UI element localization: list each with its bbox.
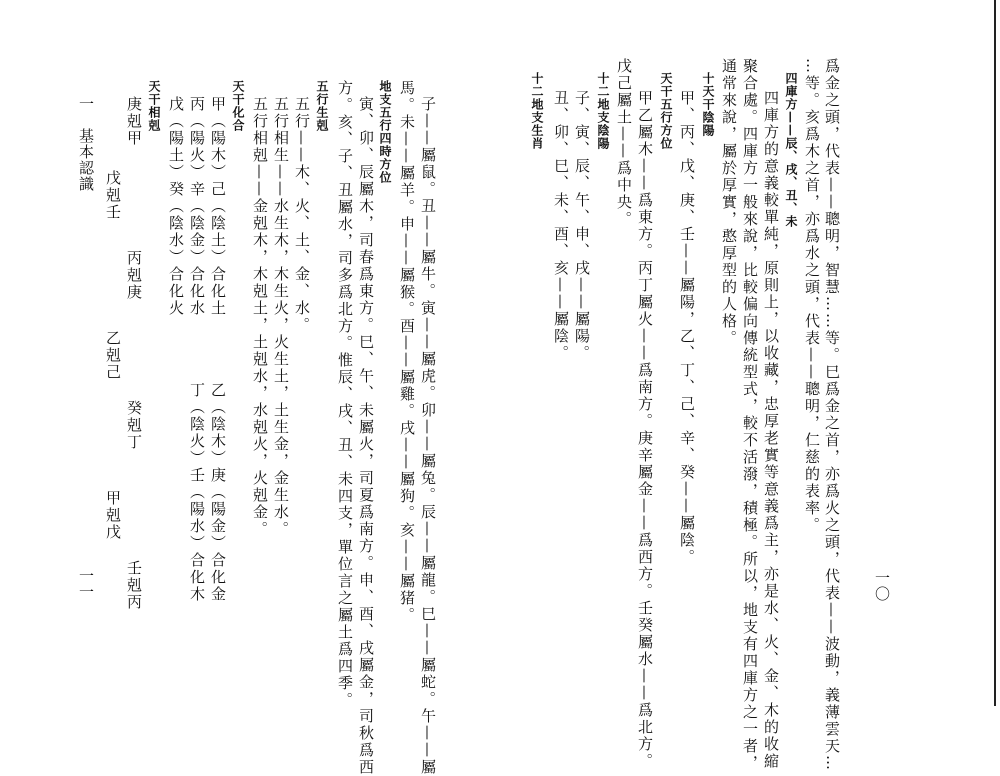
text-column: …等。亥爲木之首，亦爲水之頭，代表——聰明，仁慈的表率。 xyxy=(803,58,821,534)
text-column: 子、寅、辰、午、申、戌——屬陽。 xyxy=(573,90,591,362)
stem-combination: 甲（陽木）己（陰土）合化土 xyxy=(209,96,227,317)
text-column: 五行相剋——金剋木，木剋土，土剋水，水剋火，火剋金。 xyxy=(251,96,269,538)
section-heading: 天干化合 xyxy=(231,80,245,132)
stem-clash: 庚剋甲 xyxy=(125,96,143,147)
section-heading: 天干相剋 xyxy=(147,80,161,132)
text-column: 子——屬鼠。丑——屬牛。寅——屬虎。卯——屬兔。辰——屬龍。巳——屬蛇。午——屬 xyxy=(419,96,437,776)
text-column: 甲、丙、戊、庚、壬——屬陽，乙、丁、己、辛、癸——屬陰。 xyxy=(678,90,696,566)
text-column: 寅、卯、辰屬木，司春爲東方。巳、午、未屬火，司夏爲南方。申、酉、戌屬金，司秋爲西 xyxy=(357,96,375,776)
page-number-right: 一〇 xyxy=(873,570,891,602)
running-header: 一 基本認識 xyxy=(77,96,95,192)
text-column: 丑、卯、巳、未、酉、亥——屬陰。 xyxy=(552,90,570,362)
section-heading: 天干五行方位 xyxy=(659,72,673,150)
text-column: 五行相生——水生木，木生火，火生土，土生金，金生水。 xyxy=(272,96,290,538)
text-column: 四庫方的意義較單純，原則上，以收藏，忠厚老實等意義爲主，亦是水、火、金、木的收縮 xyxy=(762,90,780,770)
stem-clash: 甲剋戊 xyxy=(104,490,122,541)
stem-combination: 丙（陽火）辛（陰金）合化水 xyxy=(188,96,206,317)
page-number-left: 一一 xyxy=(77,568,95,600)
section-heading: 四庫方——辰、戌、丑、未 xyxy=(784,72,798,228)
stem-clash: 壬剋丙 xyxy=(125,560,143,611)
text-column: 聚合處。四庫方一般來說，比較偏向傳統型式，較不活潑，積極。所以，地支有四庫方之一者， xyxy=(741,58,759,772)
text-column: 五行——木、火、土、金、水。 xyxy=(293,96,311,334)
scan-edge-line xyxy=(994,0,996,706)
section-heading: 地支五行四時方位 xyxy=(378,80,392,184)
text-column: 馬。未——屬羊。申——屬猴。酉——屬雞。戌——屬狗。亥——屬猪。 xyxy=(398,80,416,624)
text-column: 戊己屬土——爲中央。 xyxy=(615,58,633,228)
stem-combination: 丁（陰火）壬（陽水）合化木 xyxy=(188,382,206,603)
section-heading: 五行生剋 xyxy=(315,80,329,132)
section-heading: 十二地支生肖 xyxy=(530,72,544,150)
stem-clash: 丙剋庚 xyxy=(125,250,143,301)
stem-combination: 乙（陰木）庚（陽金）合化金 xyxy=(209,382,227,603)
section-heading: 十二地支陰陽 xyxy=(596,72,610,150)
section-heading: 十天干陰陽 xyxy=(701,72,715,137)
text-column: 通常來說，屬於厚實，憨厚型的人格。 xyxy=(720,58,738,347)
text-column: 甲乙屬木——爲東方。丙丁屬火——爲南方。庚辛屬金——爲西方。壬癸屬水——爲北方。 xyxy=(636,90,654,770)
stem-clash: 乙剋己 xyxy=(104,330,122,381)
text-column: 爲金之頭，代表——聰明，智慧……等。巳爲金之首，亦爲火之頭，代表——波動，義薄雲天… xyxy=(823,58,841,772)
text-column: 方。亥、子、丑屬水，司多爲北方。惟辰、戌、丑、未四支，單位言之屬土爲四季。 xyxy=(336,80,354,709)
stem-clash: 戊剋壬 xyxy=(104,170,122,221)
stem-clash: 癸剋丁 xyxy=(125,400,143,451)
stem-combination: 戊（陽土）癸（陰水）合化火 xyxy=(167,96,185,317)
